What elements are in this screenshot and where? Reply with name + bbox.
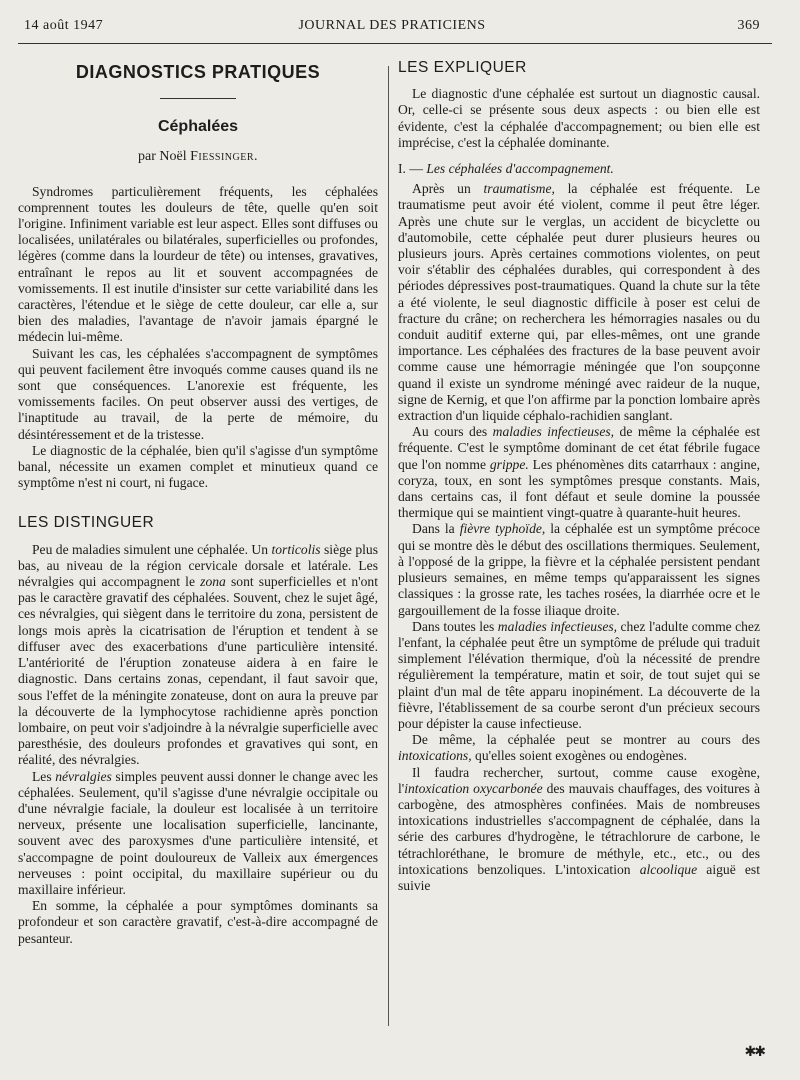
paragraph-en-somme: En somme, la céphalée a pour symptômes dominants sa profondeur et son caractère gravatif, c'est-à-dire accompagné de pesanteur. [18, 898, 378, 946]
italic-term: alcoolique [639, 861, 698, 877]
text-run: de même la céphalée est fréquente. C'est le symptôme dominant de cet état fébrile fugace que l'on nomme [398, 424, 760, 472]
paragraph-causal: Le diagnostic d'une céphalée est surtout un diagnostic causal. Or, celle-ci se présente sous deux aspects : ou bien elle est évidente, c'est la céphalée d'accompagnement; ou bien elle est imprécise, c'est la céphalée dominante. [398, 86, 760, 150]
intro-paragraph-3: Le diagnostic de la céphalée, bien qu'il s'agisse d'un symptôme banal, nécessite un examen complet et minutieux quand ce symptôme n'est ni court, ni fugace. [18, 442, 378, 491]
text-run: sont superficielles et n'ont pas le caractère gravatif des céphalées. Souvent, chez le sujet âgé, ces névralgies, qui siègent dans le territoire du zona, persistent de longs mois après la cicatrisation de l'éruption et tendent à se diffuser avec des exacerbations d'une particulière intensité. L'antériorité de l'éruption zonateuse aidera à en faire le diagnostic. Dans certains zonas, cependant, il faut savoir que, sous l'effet de la méningite zonateuse, dont on aura la preuve par la découverte de la lymphocytose rachidienne après ponction lombaire, on peut voir s'adjoindre à la névralgie superficielle avec paresthésie, des douleurs profondes et gravatives qui sont, en réalité, des névralgies. [18, 574, 379, 768]
paragraph-torticolis [18, 542, 378, 769]
text-run: Les phénomènes dits catarrhaux : angine, coryza, toux, en sont les symptômes presque constants. Mais, dans certains cas, il font défaut et seule domine la poussée thermique qui se maintient vingt-quatre à quarante-huit heures. [398, 456, 760, 521]
header-rule [18, 43, 772, 44]
right-column [398, 60, 760, 894]
text-run: Peu de maladies simulent une céphalée. Un [32, 541, 272, 557]
italic-term: traumatisme, [483, 181, 555, 197]
text-run: aiguë est suivie [398, 861, 760, 893]
subsection-title: Les céphalées d'accompagnement. [426, 161, 614, 177]
italic-term: intoxication oxycarbonée [404, 780, 543, 796]
title-rule [160, 98, 236, 99]
italic-term: fièvre typhoïde, [459, 521, 546, 537]
subsection-number: I. — [398, 161, 427, 177]
text-run: siège plus bas, au niveau de la région cervicale dorsale et latérale. Les névralgies qui accompagnent le [18, 541, 379, 590]
column-divider [388, 66, 389, 1026]
byline-prefix: par Noël [138, 149, 187, 165]
page-number: 369 [737, 18, 760, 33]
intro-paragraph-2: Suivant les cas, les céphalées s'accompagnent de symptômes qui peuvent facilement être invoqués comme causes quand ils ne sont que conséquences. L'anorexie est fréquente, les vomissements faciles. On peut observer aussi des vertiges, de l'inaptitude au travail, de la perte de mémoire, du désintéressement et de la tristesse. [18, 345, 378, 442]
text-run: qu'elles soient exogènes ou endogènes. [471, 748, 687, 764]
text-run: Au cours des [412, 424, 493, 440]
italic-term: torticolis [271, 541, 321, 557]
section-heading-distinguer: LES DISTINGUER [18, 514, 155, 532]
intro-paragraph-1: Syndromes particulièrement fréquents, les céphalées comprennent toutes les douleurs de tête, quelle qu'en soit l'origine. Infiniment variable est leur aspect. Elles sont diffuses ou localisées, unilatérales ou bilatérales, superficielles ou profondes, légères (comme dans la lourdeur de tête) ou intenses, gravatives, entraînant le repos au lit et souvent accompagnées de vomissements. Il est inutile d'insister sur cette variabilité dans les caractères, l'étendue et le siège de cette douleur, car elle a, sur bien des maladies, l'avantage de n'avoir jamais épargné le médecin lui-même. [18, 183, 378, 345]
section-heading-expliquer: LES EXPLIQUER [398, 59, 527, 76]
text-run: la céphalée est un symptôme précoce qui se montre dès le début des oscillations thermiques. Seulement, à l'opposé de la grippe, la fièvre et la céphalée persistent pendant plusieurs semaines, en même temps qu'apparaissent les signes classiques : la grosse rate, les taches rosées, la diarrhée ocre et le gargouillement de la fosse iliaque droite. [398, 521, 761, 618]
italic-term: maladies infectieuses, [497, 618, 618, 634]
text-run: chez l'adulte comme chez l'enfant, la céphalée peut être un symptôme de prélude qui traduit simplement l'élévation thermique, d'où la nécessité de prendre régulièrement la température, matin et soir, de tout sujet qui se plaint d'un mal de tête apparu inopinément. La découverte de la fièvre, l'établissement de sa courbe seront d'un précieux secours pour dépister la cause infectieuse. [398, 618, 760, 731]
paragraph-traumatisme [398, 181, 760, 424]
article-title: Céphalées [157, 118, 239, 136]
italic-term: zona [200, 574, 226, 590]
journal-title: JOURNAL DES PRATICIENS [298, 18, 486, 33]
continuation-ornament: ✱✱ [744, 1044, 764, 1060]
paragraph-typhoide [398, 521, 760, 618]
text-run: Après un [412, 181, 484, 197]
paragraph-toutes-infectieuses [398, 619, 760, 732]
running-header [24, 18, 760, 40]
author-surname: Fiessinger. [190, 149, 258, 165]
text-run: la céphalée est fréquente. Le traumatisme peut avoir été violent, comme il peut être léger. Après une chute sur le verglas, un accident de bicyclette ou d'automobile, cette céphalée peut durer plusieurs heures ou plusieurs jours. Après certaines commotions violentes, on peut voir s'établir des céphalées durables, qui correspondent à des périodes dépressives post-traumatiques. Quand la chute sur la tête a été violente, le seul diagnostic difficile à poser est celui de fracture du crâne; on recherchera les hémorragies nasales ou du conduit auditif externe qui, par elles-mêmes, ont une grande importance. Les céphalées des fractures de la base peuvent avoir comme cause une hémorragie méningée que l'on soupçonne quand il existe un syndrome méningé avec raideur de la nuque, signe de Kernig, et que l'on affirme par la ponction lombaire après extraction d'un liquide céphalo-rachidien sanglant. [398, 181, 761, 424]
left-column [18, 60, 378, 947]
text-run: Il faudra rechercher, surtout, comme cause exogène, l' [398, 764, 760, 796]
paragraph-nevralgies [18, 769, 378, 899]
paragraph-intoxications [398, 732, 760, 764]
subsection-heading-accompagnement [398, 161, 760, 177]
paragraph-infectieuses [398, 424, 760, 521]
text-run: des mauvais chauffages, des voitures à carbogène, des atmosphères confinées. Mais de nombreuses intoxications industrielles s'accompagnent de céphalée, dans la série des carbures d'hydrogène, le tétrachlorure de carbone, le tétrachloréthane, le bromure de méthyle, etc., etc., ou des intoxications benzoliques. L'intoxication [398, 780, 760, 877]
text-run: De même, la céphalée peut se montrer au cours des [412, 732, 760, 748]
text-run: simples peuvent aussi donner le change avec les céphalées. Seulement, qu'il s'agisse d'une névralgie occipitale ou d'une névralgie faciale, la douleur est localisée à un territoire nerveux, présente une localisation superficielle, lancinante, souvent avec des paroxysmes d'une particulière intensité, et s'accompagne de point douloureux de Valleix aux émergences nerveuses : point occipital, du maxillaire supérieur ou du maxillaire inférieur. [18, 768, 379, 897]
text-run: Dans la [412, 521, 460, 537]
paragraph-exogene [398, 765, 760, 895]
issue-date: 14 août 1947 [24, 18, 104, 33]
italic-term: intoxications, [398, 748, 472, 764]
italic-term: grippe. [489, 456, 529, 472]
text-run: Dans toutes les [412, 618, 498, 634]
italic-term: maladies infectieuses, [492, 424, 615, 440]
text-run: Les [32, 768, 56, 784]
rubric-title: DIAGNOSTICS PRATIQUES [75, 62, 321, 82]
italic-term: névralgies [55, 768, 112, 784]
byline [18, 149, 378, 165]
